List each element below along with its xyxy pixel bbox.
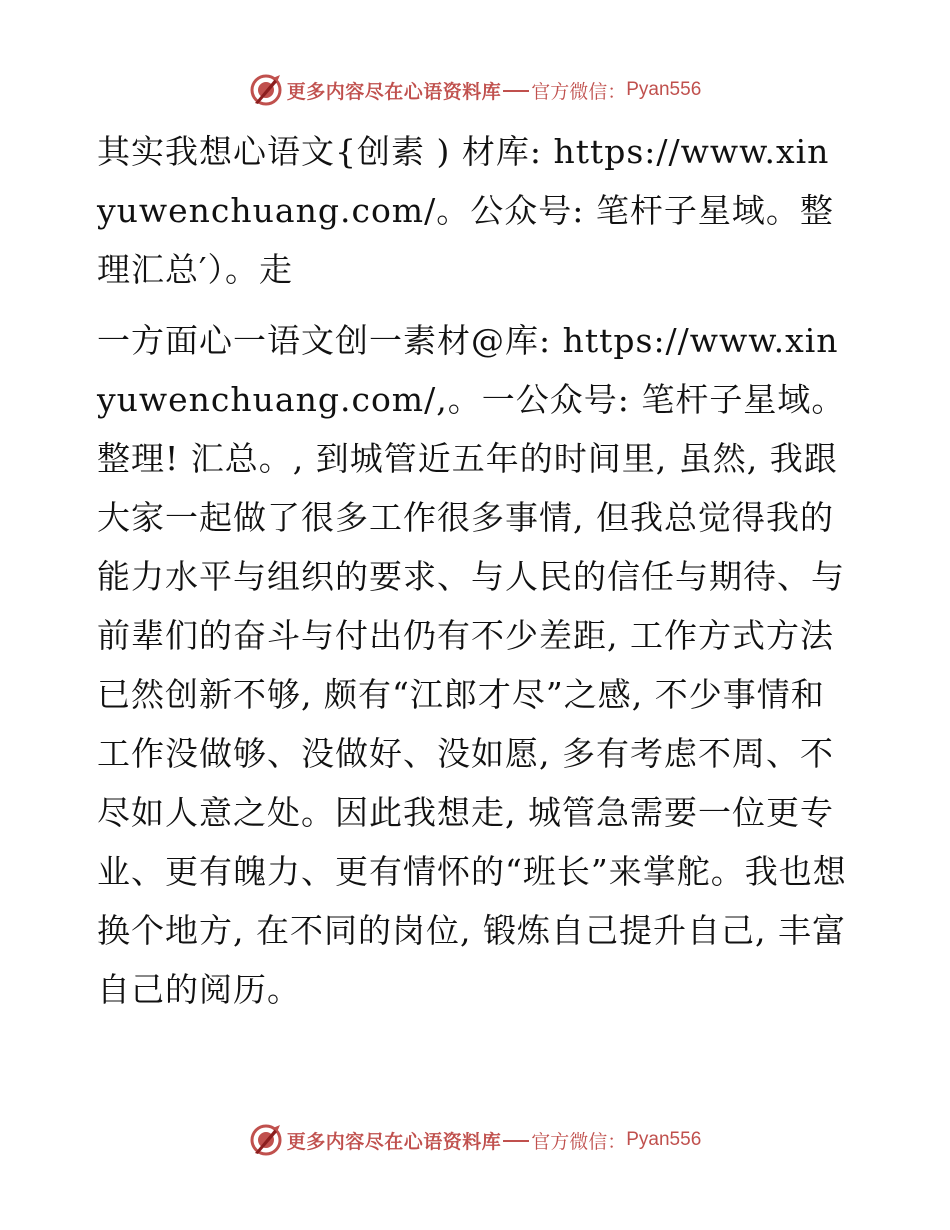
banner-wechat-label: 官方微信： (531, 80, 627, 103)
banner-dash (503, 1140, 529, 1142)
banner-dash (503, 90, 529, 92)
paragraph-1: 其实我想心语文{创素 ) 材库: https://www.xinyuwenchuang.com/。公众号: 笔杆子星域。整理汇总′）。走 (97, 132, 834, 289)
header-watermark-banner (0, 70, 950, 110)
banner-wechat-id: Pyan556 (626, 1129, 702, 1150)
banner-main-text: 更多内容尽在心语资料库 (286, 1130, 502, 1153)
quill-logo-icon (249, 73, 283, 107)
banner-wechat-label: 官方微信： (531, 1130, 627, 1153)
banner-main-text: 更多内容尽在心语资料库 (286, 80, 502, 103)
banner-wechat-id: Pyan556 (626, 79, 702, 100)
paragraph-2: 一方面心一语文创一素材@库: https://www.xinyuwenchuang.com/,。一公众号: 笔杆子星域。整理! 汇总。, 到城管近五年的时间里, 虽然, 我跟大家一起做了很多工作很多事情, 但我总觉得我的能力水平与组织的要求、与人民的信任与期待、与前辈们的奋斗与付出仍有不少差距, 工作方式方法已然创新不够, 颇有“江郎才尽”之感, 不少事情和工作没做够、没做好、没如愿, 多有考虑不周、不尽如人意之处。因此我想走, 城管急需要一位更专业、更有魄力、更有情怀的“班长”来掌舵。我也想换个地方, 在不同的岗位, 锻炼自己提升自己, 丰富自己的阅历。 (97, 321, 847, 1009)
quill-logo-icon (249, 1123, 283, 1157)
footer-watermark-banner (0, 1120, 950, 1160)
document-body (97, 122, 849, 1019)
